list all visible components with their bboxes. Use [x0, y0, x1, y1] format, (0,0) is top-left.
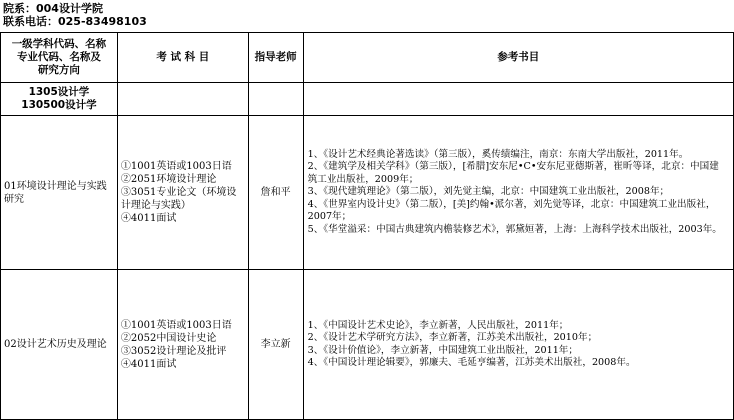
reference-item: 3、《现代建筑理论》（第二版），刘先觉主编，北京：中国建筑工业出版社，2008年； [307, 186, 670, 198]
table-row [1, 116, 734, 270]
phone-label: 联系电话：025-83498103 [3, 15, 147, 28]
teacher-name: 李立新 [248, 270, 303, 420]
research-direction: 02设计艺术历史及理论 [1, 270, 118, 420]
column-header-references: 参考书目 [303, 33, 733, 83]
column-header-subjects: 考 试 科 目 [117, 33, 248, 83]
reference-item: 1、《设计艺术经典论著选读》（第三版），奚传绩编注，南京：东南大学出版社，2011年。 [307, 149, 689, 161]
reference-item: 4、《世界室内设计史》（第二版），[美]约翰•派尔著，刘先觉等译，北京：中国建筑工业出版社，2007年； [307, 198, 716, 223]
reference-item: 5、《华堂溢采：中国古典建筑内檐装修艺术》，郭黛姮著，上海：上海科学技术出版社，2003年。 [307, 223, 722, 235]
reference-list [303, 270, 733, 420]
exam-subjects: ①1001英语或1003日语 ②2051环境设计理论 ③3051专业论文（环境设计理论与实践） ④4011面试 [117, 116, 248, 270]
empty-cell [248, 83, 303, 116]
column-header-discipline: 一级学科代码、名称 专业代码、名称及 研究方向 [1, 33, 118, 83]
reference-item: 4、《中国设计理论辑要》，郭廉夫、毛延亨编著，江苏美术出版社，2008年。 [307, 356, 636, 368]
reference-item: 2、《建筑学及相关学科》（第三版），[希腊]安东尼•C•安东尼亚德斯著，崔昕等译，北京：中国建筑工业出版社，2009年； [307, 161, 719, 185]
exam-subjects: ①1001英语或1003日语 ②2052中国设计史论 ③3052设计理论及批评 ④4011面试 [117, 270, 248, 420]
empty-cell [303, 83, 733, 116]
table-row [1, 270, 734, 420]
department-label: 院系：004设计学院 [3, 2, 103, 15]
reference-item: 1、《中国设计艺术史论》，李立新著，人民出版社，2011年； [307, 319, 569, 331]
research-direction: 01环境设计理论与实践研究 [1, 116, 118, 270]
empty-cell [117, 83, 248, 116]
reference-list [303, 116, 733, 270]
admission-table [0, 32, 734, 420]
discipline-code-cell: 1305设计学 130500设计学 [1, 83, 118, 116]
discipline-code-row [1, 83, 734, 116]
column-header-teacher: 指导老师 [248, 33, 303, 83]
teacher-name: 詹和平 [248, 116, 303, 270]
table-header-row [1, 33, 734, 83]
reference-item: 3、《设计价值论》，李立新著，中国建筑工业出版社，2011年； [307, 344, 578, 356]
reference-item: 2、《设计艺术学研究方法》，李立新著，江苏美术出版社，2010年； [307, 332, 598, 344]
